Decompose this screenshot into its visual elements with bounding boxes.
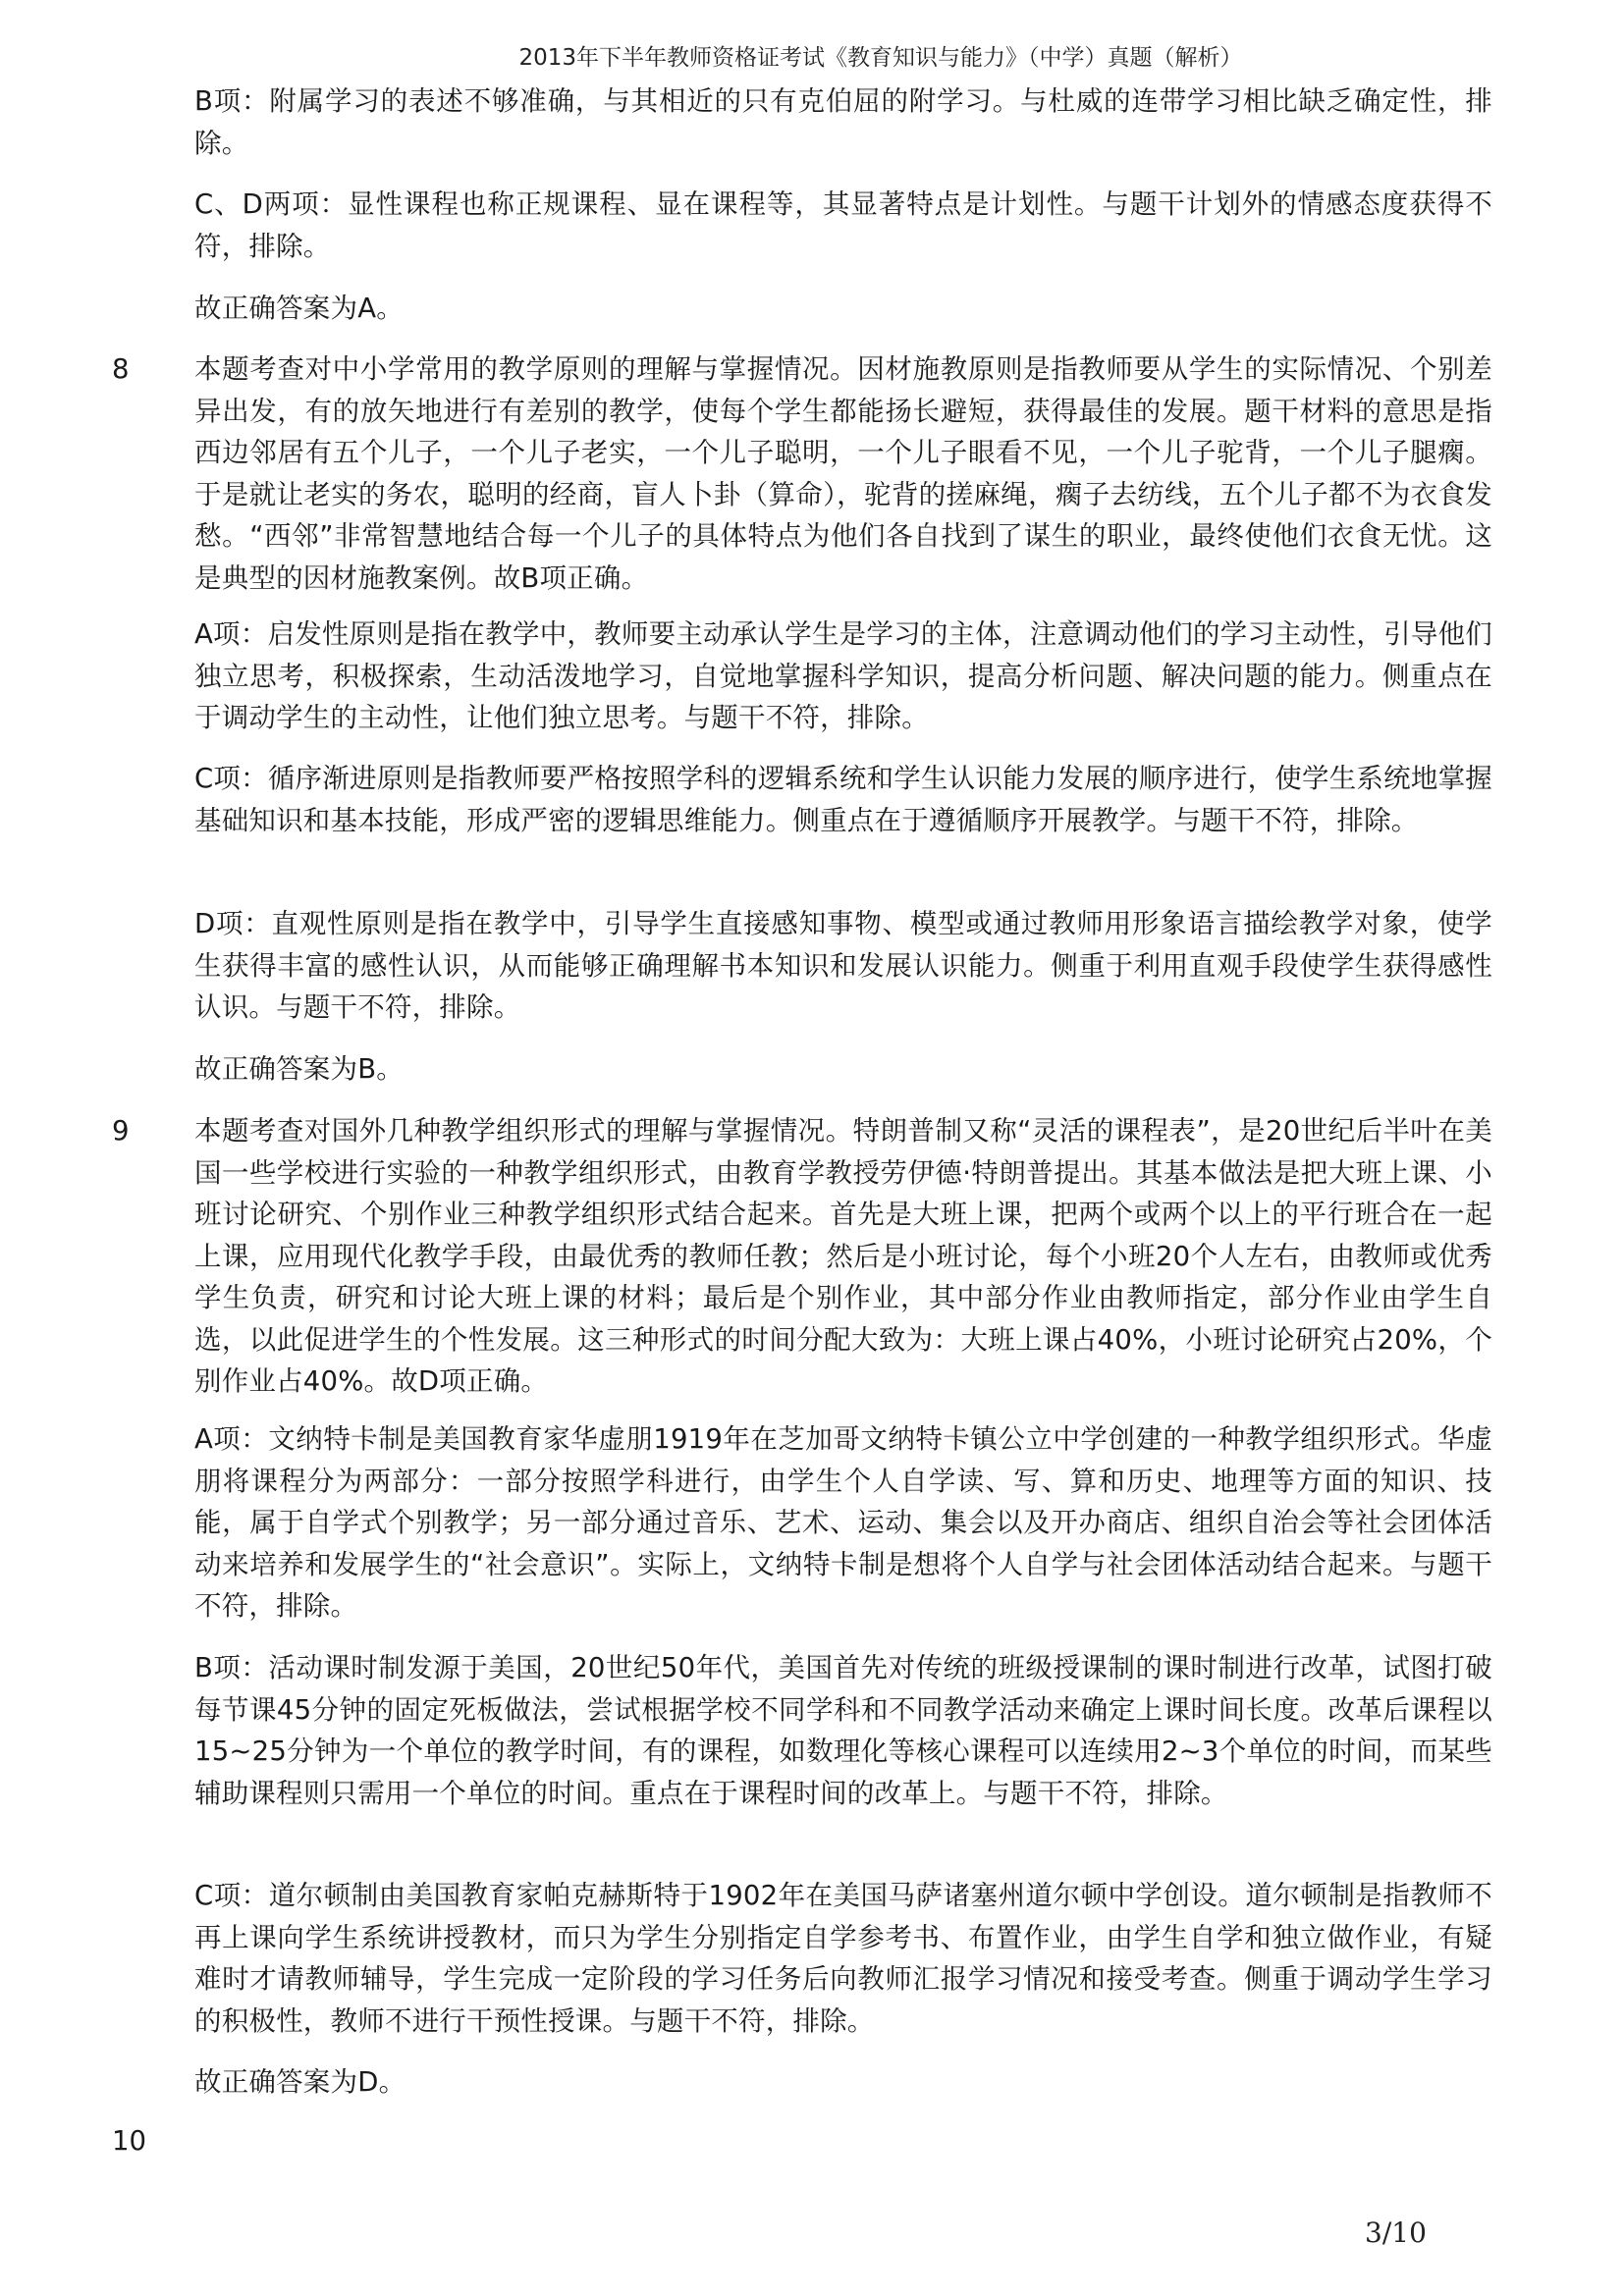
paragraph-q9-option-c: C项：道尔顿制由美国教育家帕克赫斯特于1902年在美国马萨诸塞州道尔顿中学创设。道尔顿制是指教师不再上课向学生系统讲授教材，而只为学生分别指定自学参考书、布置作业，由学生自学和独立做作业，有疑难时才请教师辅导，学生完成一定阶段的学习任务后向教师汇报学习情况和接受考查。侧重于调动学生学习的积极性，教师不进行干预性授课。与题干不符，排除。: [194, 1880, 1492, 2037]
page-number: 3/10: [1365, 2216, 1427, 2249]
paragraph-q8-option-d: D项：直观性原则是指在教学中，引导学生直接感知事物、模型或通过教师用形象语言描绘教学对象，使学生获得丰富的感性认识，从而能够正确理解书本知识和发展认识能力。侧重于利用直观手段使学生获得感性认识。与题干不符，排除。: [194, 908, 1492, 1023]
paragraph-answer-a: 故正确答案为A。: [194, 293, 404, 324]
paragraph-q8-option-a: A项：启发性原则是指在教学中，教师要主动承认学生是学习的主体，注意调动他们的学习主动性，引导他们独立思考，积极探索，生动活泼地学习，自觉地掌握科学知识，提高分析问题、解决问题的能力。侧重点在于调动学生的主动性，让他们独立思考。与题干不符，排除。: [194, 618, 1492, 733]
paragraph-cd-options: C、D两项：显性课程也称正规课程、显在课程等，其显著特点是计划性。与题干计划外的情感态度获得不符，排除。: [194, 188, 1492, 262]
paragraph-answer-b: 故正确答案为B。: [194, 1053, 404, 1085]
question-number-9: 9: [112, 1115, 130, 1147]
question-number-8: 8: [112, 353, 130, 385]
paragraph-q9-option-b: B项：活动课时制发源于美国，20世纪50年代，美国首先对传统的班级授课制的课时制进行改革，试图打破每节课45分钟的固定死板做法，尝试根据学校不同学科和不同教学活动来确定上课时间长度。改革后课程以15~25分钟为一个单位的教学时间，有的课程，如数理化等核心课程可以连续用2~3个单位的时间，而某些辅助课程则只需用一个单位的时间。重点在于课程时间的改革上。与题干不符，排除。: [194, 1652, 1492, 1809]
paragraph-q8-option-c: C项：循序渐进原则是指教师要严格按照学科的逻辑系统和学生认识能力发展的顺序进行，使学生系统地掌握基础知识和基本技能，形成严密的逻辑思维能力。侧重点在于遵循顺序开展教学。与题干不符，排除。: [194, 763, 1492, 836]
paragraph-b-option: B项：附属学习的表述不够准确，与其相近的只有克伯屈的附学习。与杜威的连带学习相比缺乏确定性，排除。: [194, 85, 1492, 159]
paragraph-q9-option-a: A项：文纳特卡制是美国教育家华虚朋1919年在芝加哥文纳特卡镇公立中学创建的一种教学组织形式。华虚朋将课程分为两部分：一部分按照学科进行，由学生个人自学读、写、算和历史、地理等方面的知识、技能，属于自学式个别教学；另一部分通过音乐、艺术、运动、集会以及开办商店、组织自治会等社会团体活动来培养和发展学生的“社会意识”。实际上，文纳特卡制是想将个人自学与社会团体活动结合起来。与题干不符，排除。: [194, 1423, 1492, 1622]
paragraph-q8-explanation: 本题考查对中小学常用的教学原则的理解与掌握情况。因材施教原则是指教师要从学生的实际情况、个别差异出发，有的放矢地进行有差别的教学，使每个学生都能扬长避短，获得最佳的发展。题干材料的意思是指西边邻居有五个儿子，一个儿子老实，一个儿子聪明，一个儿子眼看不见，一个儿子驼背，一个儿子腿瘸。于是就让老实的务农，聪明的经商，盲人卜卦（算命），驼背的搓麻绳，瘸子去纺线，五个儿子都不为衣食发愁。“西邻”非常智慧地结合每一个儿子的具体特点为他们各自找到了谋生的职业，最终使他们衣食无忧。这是典型的因材施教案例。故B项正确。: [194, 353, 1492, 594]
page-header-title: 2013年下半年教师资格证考试《教育知识与能力》（中学）真题（解析）: [518, 45, 1243, 71]
paragraph-answer-d: 故正确答案为D。: [194, 2066, 406, 2098]
question-number-10: 10: [112, 2125, 146, 2157]
paragraph-q9-explanation: 本题考查对国外几种教学组织形式的理解与掌握情况。特朗普制又称“灵活的课程表”，是20世纪后半叶在美国一些学校进行实验的一种教学组织形式，由教育学教授劳伊德·特朗普提出。其基本做法是把大班上课、小班讨论研究、个别作业三种教学组织形式结合起来。首先是大班上课，把两个或两个以上的平行班合在一起上课，应用现代化教学手段，由最优秀的教师任教；然后是小班讨论，每个小班20个人左右，由教师或优秀学生负责，研究和讨论大班上课的材料；最后是个别作业，其中部分作业由教师指定，部分作业由学生自选，以此促进学生的个性发展。这三种形式的时间分配大致为：大班上课占40%，小班讨论研究占20%，个别作业占40%。故D项正确。: [194, 1115, 1492, 1397]
